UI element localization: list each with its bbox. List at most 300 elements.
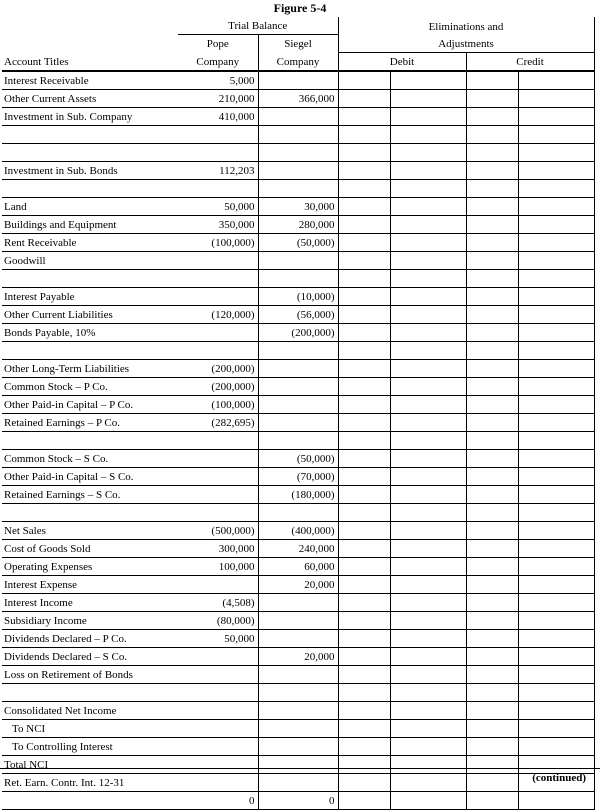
credit-ref: [466, 449, 518, 467]
debit-ref: [338, 359, 390, 377]
credit-ref: [466, 341, 518, 359]
consolidation-worksheet: [2, 17, 595, 810]
siegel-amount: [258, 665, 338, 683]
siegel-amount: [258, 611, 338, 629]
credit-amount: [518, 737, 594, 755]
siegel-amount: [258, 431, 338, 449]
credit-ref: [466, 359, 518, 377]
credit-amount: [518, 539, 594, 557]
credit-ref: [466, 593, 518, 611]
credit-amount: [518, 233, 594, 251]
table-row: [2, 647, 594, 665]
account-title: [2, 143, 178, 161]
debit-ref: [338, 179, 390, 197]
debit-ref: [338, 143, 390, 161]
debit-ref: [338, 395, 390, 413]
credit-amount: [518, 377, 594, 395]
pope-amount: (100,000): [178, 395, 258, 413]
siegel-header-line1: Siegel: [258, 35, 338, 53]
siegel-amount: 60,000: [258, 557, 338, 575]
siegel-amount: [258, 143, 338, 161]
account-title: Consolidated Net Income: [2, 701, 178, 719]
table-row: [2, 125, 594, 143]
debit-amount: [390, 503, 466, 521]
siegel-amount: (180,000): [258, 485, 338, 503]
pope-amount: [178, 143, 258, 161]
pope-amount: [178, 125, 258, 143]
debit-ref: [338, 557, 390, 575]
debit-ref: [338, 125, 390, 143]
pope-amount: [178, 179, 258, 197]
pope-amount: [178, 647, 258, 665]
credit-ref: [466, 287, 518, 305]
siegel-amount: [258, 107, 338, 125]
siegel-amount: 240,000: [258, 539, 338, 557]
credit-amount: [518, 557, 594, 575]
account-title: Investment in Sub. Company: [2, 107, 178, 125]
siegel-amount: (70,000): [258, 467, 338, 485]
siegel-amount: [258, 503, 338, 521]
debit-amount: [390, 701, 466, 719]
table-row: [2, 161, 594, 179]
credit-ref: [466, 737, 518, 755]
siegel-amount: 30,000: [258, 197, 338, 215]
debit-ref: [338, 539, 390, 557]
credit-ref: [466, 647, 518, 665]
pope-amount: 350,000: [178, 215, 258, 233]
table-row: [2, 665, 594, 683]
debit-amount: [390, 467, 466, 485]
credit-amount: [518, 143, 594, 161]
credit-ref: [466, 485, 518, 503]
credit-ref: [466, 539, 518, 557]
credit-ref: [466, 701, 518, 719]
debit-ref: [338, 719, 390, 737]
debit-amount: [390, 593, 466, 611]
trial-balance-header: Trial Balance: [178, 17, 338, 35]
debit-amount: [390, 215, 466, 233]
debit-ref: [338, 593, 390, 611]
debit-ref: [338, 431, 390, 449]
credit-ref: [466, 791, 518, 809]
debit-amount: [390, 161, 466, 179]
credit-ref: [466, 575, 518, 593]
siegel-amount: [258, 683, 338, 701]
debit-ref: [338, 665, 390, 683]
account-title: Dividends Declared – P Co.: [2, 629, 178, 647]
debit-ref: [338, 71, 390, 90]
pope-amount: [178, 773, 258, 791]
pope-amount: (500,000): [178, 521, 258, 539]
siegel-amount: [258, 413, 338, 431]
credit-ref: [466, 467, 518, 485]
debit-ref: [338, 467, 390, 485]
eliminations-header-line2: Adjustments: [338, 35, 594, 53]
credit-amount: [518, 125, 594, 143]
credit-amount: [518, 305, 594, 323]
table-row: [2, 701, 594, 719]
account-title: [2, 431, 178, 449]
table-row: [2, 395, 594, 413]
account-title: Interest Receivable: [2, 71, 178, 90]
credit-amount: [518, 503, 594, 521]
debit-ref: [338, 683, 390, 701]
debit-ref: [338, 575, 390, 593]
debit-amount: [390, 611, 466, 629]
debit-amount: [390, 557, 466, 575]
account-title: To Controlling Interest: [2, 737, 178, 755]
siegel-amount: [258, 755, 338, 773]
pope-amount: (100,000): [178, 233, 258, 251]
siegel-amount: (56,000): [258, 305, 338, 323]
pope-amount: [178, 251, 258, 269]
debit-ref: [338, 161, 390, 179]
account-title: [2, 179, 178, 197]
debit-ref: [338, 251, 390, 269]
credit-ref: [466, 719, 518, 737]
credit-amount: [518, 431, 594, 449]
credit-amount: [518, 287, 594, 305]
siegel-amount: [258, 377, 338, 395]
debit-ref: [338, 197, 390, 215]
credit-ref: [466, 233, 518, 251]
pope-amount: (282,695): [178, 413, 258, 431]
debit-ref: [338, 773, 390, 791]
debit-ref: [338, 755, 390, 773]
table-row: [2, 341, 594, 359]
credit-ref: [466, 431, 518, 449]
debit-amount: [390, 629, 466, 647]
account-title: Net Sales: [2, 521, 178, 539]
pope-amount: [178, 485, 258, 503]
credit-ref: [466, 125, 518, 143]
credit-ref: [466, 107, 518, 125]
debit-ref: [338, 611, 390, 629]
siegel-amount: [258, 773, 338, 791]
debit-ref: [338, 341, 390, 359]
pope-amount: 5,000: [178, 71, 258, 90]
credit-amount: [518, 485, 594, 503]
debit-amount: [390, 251, 466, 269]
debit-amount: [390, 323, 466, 341]
debit-amount: [390, 287, 466, 305]
account-title: Bonds Payable, 10%: [2, 323, 178, 341]
account-title: [2, 269, 178, 287]
credit-amount: [518, 179, 594, 197]
table-row: [2, 251, 594, 269]
debit-amount: [390, 683, 466, 701]
siegel-header-line2: Company: [258, 52, 338, 71]
credit-ref: [466, 323, 518, 341]
credit-amount: [518, 323, 594, 341]
credit-ref: [466, 377, 518, 395]
table-row: [2, 611, 594, 629]
siegel-amount: [258, 629, 338, 647]
debit-amount: [390, 143, 466, 161]
siegel-amount: [258, 71, 338, 90]
continued-label: (continued): [532, 772, 586, 784]
pope-amount: 50,000: [178, 197, 258, 215]
credit-amount: [518, 593, 594, 611]
pope-amount: [178, 755, 258, 773]
table-row: [2, 305, 594, 323]
pope-amount: [178, 683, 258, 701]
siegel-amount: 366,000: [258, 89, 338, 107]
account-title: Buildings and Equipment: [2, 215, 178, 233]
eliminations-header-line1: Eliminations and: [338, 17, 594, 35]
header-blank: [2, 35, 178, 53]
account-title: Loss on Retirement of Bonds: [2, 665, 178, 683]
debit-ref: [338, 377, 390, 395]
pope-amount: [178, 665, 258, 683]
credit-amount: [518, 251, 594, 269]
table-row: [2, 539, 594, 557]
pope-header-line1: Pope: [178, 35, 258, 53]
table-row: [2, 467, 594, 485]
pope-amount: [178, 341, 258, 359]
account-title: Goodwill: [2, 251, 178, 269]
table-row: [2, 575, 594, 593]
credit-ref: [466, 197, 518, 215]
siegel-amount: [258, 125, 338, 143]
siegel-amount: [258, 737, 338, 755]
header-blank: [2, 17, 178, 35]
pope-amount: [178, 575, 258, 593]
pope-total: 0: [178, 791, 258, 809]
siegel-amount: (50,000): [258, 233, 338, 251]
table-row: [2, 521, 594, 539]
debit-ref: [338, 791, 390, 809]
table-row: [2, 719, 594, 737]
table-row: [2, 359, 594, 377]
debit-amount: [390, 125, 466, 143]
credit-amount: [518, 647, 594, 665]
pope-amount: [178, 431, 258, 449]
debit-ref: [338, 449, 390, 467]
account-title: Cost of Goods Sold: [2, 539, 178, 557]
debit-ref: [338, 215, 390, 233]
pope-amount: [178, 737, 258, 755]
account-title: Retained Earnings – P Co.: [2, 413, 178, 431]
siegel-amount: (50,000): [258, 449, 338, 467]
account-title: Subsidiary Income: [2, 611, 178, 629]
table-row: [2, 377, 594, 395]
credit-amount: [518, 719, 594, 737]
table-row: [2, 323, 594, 341]
credit-amount: [518, 521, 594, 539]
account-title: Interest Expense: [2, 575, 178, 593]
pope-amount: (200,000): [178, 359, 258, 377]
account-title: Total NCI: [2, 755, 178, 773]
table-row: [2, 449, 594, 467]
pope-amount: (200,000): [178, 377, 258, 395]
debit-amount: [390, 179, 466, 197]
debit-amount: [390, 737, 466, 755]
debit-ref: [338, 107, 390, 125]
siegel-amount: [258, 359, 338, 377]
pope-amount: [178, 269, 258, 287]
credit-ref: [466, 755, 518, 773]
pope-amount: 112,203: [178, 161, 258, 179]
debit-ref: [338, 521, 390, 539]
debit-amount: [390, 197, 466, 215]
credit-ref: [466, 773, 518, 791]
table-row: [2, 431, 594, 449]
debit-ref: [338, 485, 390, 503]
credit-ref: [466, 161, 518, 179]
table-row: [2, 143, 594, 161]
account-title: [2, 125, 178, 143]
pope-amount: (4,508): [178, 593, 258, 611]
credit-ref: [466, 179, 518, 197]
credit-amount: [518, 611, 594, 629]
pope-amount: 50,000: [178, 629, 258, 647]
pope-amount: [178, 503, 258, 521]
debit-ref: [338, 287, 390, 305]
debit-total: [390, 791, 466, 809]
credit-amount: [518, 701, 594, 719]
debit-amount: [390, 305, 466, 323]
debit-ref: [338, 305, 390, 323]
debit-amount: [390, 647, 466, 665]
credit-amount: [518, 467, 594, 485]
credit-ref: [466, 503, 518, 521]
debit-amount: [390, 755, 466, 773]
credit-amount: [518, 683, 594, 701]
siegel-amount: [258, 719, 338, 737]
debit-ref: [338, 233, 390, 251]
account-title: Common Stock – S Co.: [2, 449, 178, 467]
table-row: [2, 179, 594, 197]
debit-amount: [390, 269, 466, 287]
debit-ref: [338, 89, 390, 107]
pope-amount: 300,000: [178, 539, 258, 557]
credit-ref: [466, 611, 518, 629]
debit-ref: [338, 503, 390, 521]
account-title: Interest Income: [2, 593, 178, 611]
credit-amount: [518, 413, 594, 431]
credit-header: Credit: [466, 52, 594, 71]
account-title: Other Paid-in Capital – P Co.: [2, 395, 178, 413]
debit-amount: [390, 539, 466, 557]
account-title: To NCI: [2, 719, 178, 737]
debit-amount: [390, 395, 466, 413]
table-row: [2, 773, 594, 791]
siegel-amount: 20,000: [258, 575, 338, 593]
pope-amount: [178, 287, 258, 305]
debit-amount: [390, 233, 466, 251]
debit-amount: [390, 431, 466, 449]
siegel-amount: (400,000): [258, 521, 338, 539]
pope-amount: (120,000): [178, 305, 258, 323]
account-title: Investment in Sub. Bonds: [2, 161, 178, 179]
credit-ref: [466, 305, 518, 323]
debit-ref: [338, 269, 390, 287]
credit-amount: [518, 341, 594, 359]
siegel-amount: [258, 701, 338, 719]
table-row: [2, 89, 594, 107]
siegel-amount: [258, 341, 338, 359]
table-row: [2, 107, 594, 125]
debit-amount: [390, 341, 466, 359]
pope-amount: [178, 467, 258, 485]
debit-amount: [390, 719, 466, 737]
debit-ref: [338, 629, 390, 647]
account-title: Ret. Earn. Contr. Int. 12-31: [2, 773, 178, 791]
table-row: [2, 71, 594, 90]
pope-amount: 100,000: [178, 557, 258, 575]
credit-ref: [466, 89, 518, 107]
table-row: [2, 593, 594, 611]
credit-amount: [518, 629, 594, 647]
credit-ref: [466, 413, 518, 431]
table-row: [2, 629, 594, 647]
table-row: [2, 485, 594, 503]
page-footer-rule: [0, 768, 600, 769]
account-title: Operating Expenses: [2, 557, 178, 575]
account-title: Other Current Liabilities: [2, 305, 178, 323]
credit-ref: [466, 683, 518, 701]
debit-amount: [390, 521, 466, 539]
pope-amount: [178, 449, 258, 467]
account-title: [2, 341, 178, 359]
account-title: Other Paid-in Capital – S Co.: [2, 467, 178, 485]
credit-amount: [518, 449, 594, 467]
table-row: [2, 269, 594, 287]
siegel-amount: [258, 593, 338, 611]
credit-ref: [466, 665, 518, 683]
table-row: [2, 755, 594, 773]
table-row: [2, 197, 594, 215]
table-row: [2, 287, 594, 305]
credit-ref: [466, 143, 518, 161]
credit-total: [518, 791, 594, 809]
credit-ref: [466, 71, 518, 90]
account-title: Other Long-Term Liabilities: [2, 359, 178, 377]
account-title: Land: [2, 197, 178, 215]
credit-ref: [466, 629, 518, 647]
credit-amount: [518, 215, 594, 233]
siegel-amount: (200,000): [258, 323, 338, 341]
credit-amount: [518, 89, 594, 107]
credit-ref: [466, 215, 518, 233]
siegel-amount: [258, 161, 338, 179]
siegel-total: 0: [258, 791, 338, 809]
debit-amount: [390, 107, 466, 125]
credit-amount: [518, 71, 594, 90]
account-title: Common Stock – P Co.: [2, 377, 178, 395]
totals-label: [2, 791, 178, 809]
credit-amount: [518, 359, 594, 377]
pope-amount: 210,000: [178, 89, 258, 107]
debit-amount: [390, 413, 466, 431]
debit-amount: [390, 485, 466, 503]
debit-ref: [338, 323, 390, 341]
credit-amount: [518, 161, 594, 179]
credit-amount: [518, 395, 594, 413]
siegel-amount: (10,000): [258, 287, 338, 305]
siegel-amount: 280,000: [258, 215, 338, 233]
debit-ref: [338, 413, 390, 431]
debit-amount: [390, 449, 466, 467]
debit-amount: [390, 665, 466, 683]
table-row: [2, 503, 594, 521]
pope-amount: 410,000: [178, 107, 258, 125]
account-title: [2, 503, 178, 521]
table-row: [2, 557, 594, 575]
debit-ref: [338, 737, 390, 755]
pope-amount: (80,000): [178, 611, 258, 629]
